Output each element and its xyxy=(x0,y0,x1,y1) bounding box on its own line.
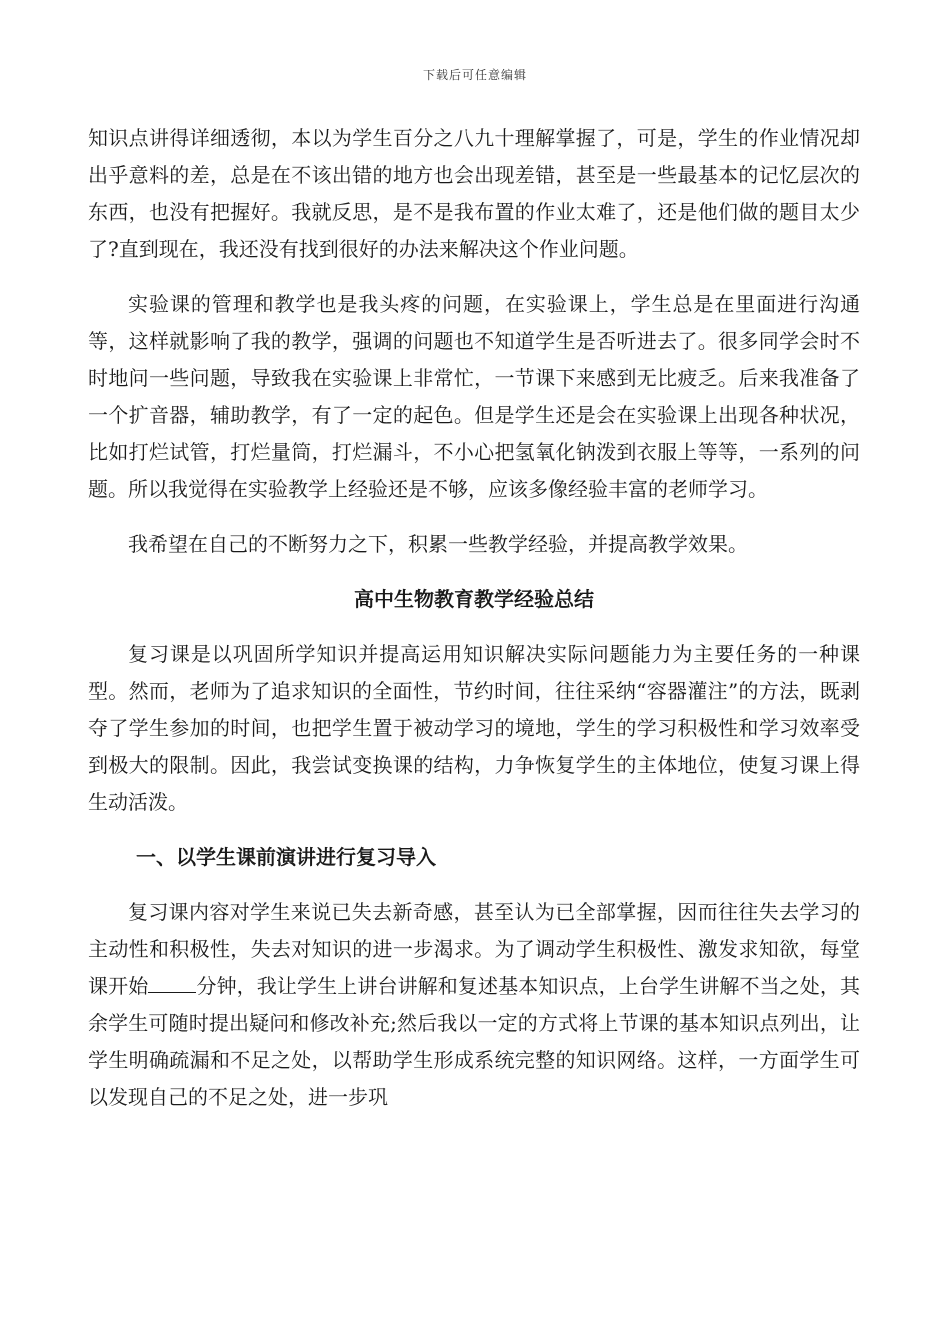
paragraph-hope: 我希望在自己的不断努力之下，积累一些教学经验，并提高教学效果。 xyxy=(128,532,748,556)
paragraph-text-part-2: 分钟，我让学生上讲台讲解和复述基本知识点，上台学生讲解不当之处，其余学生可随时提出疑问和修改补充;然后我以一定的方式将上节课的基本知识点列出，让学生明确疏漏和不足之处，以帮助学生形成系统完整的知识网络。这样，一方面学生可以发现自己的不足之处，进一步巩 xyxy=(88,974,861,1109)
paragraph-homework: 知识点讲得详细透彻，本以为学生百分之八九十理解掌握了，可是，学生的作业情况却出乎意料的差，总是在不该出错的地方也会出现差错，甚至是一些最基本的记忆层次的东西，也没有把握好。我就反思，是不是我布置的作业太难了，还是他们做的题目太少了?直到现在，我还没有找到很好的办法来解决这个作业问题。 xyxy=(88,126,860,261)
section-heading: 一、以学生课前演讲进行复习导入 xyxy=(136,845,436,869)
paragraph-speech-intro xyxy=(88,894,860,1116)
paragraph-gap xyxy=(88,876,860,894)
paragraph-lab-class: 实验课的管理和教学也是我头疼的问题，在实验课上，学生总是在里面进行沟通等，这样就影响了我的教学，强调的问题也不知道学生是否听进去了。很多同学会时不时地问一些问题，导致我在实验课上非常忙，一节课下来感到无比疲乏。后来我准备了一个扩音器，辅助教学，有了一定的起色。但是学生还是会在实验课上出现各种状况，比如打烂试管，打烂量筒，打烂漏斗，不小心把氢氧化钠泼到衣服上等等，一系列的问题。所以我觉得在实验教学上经验还是不够，应该多像经验丰富的老师学习。 xyxy=(88,292,860,501)
paragraph-gap xyxy=(88,618,860,636)
fill-blank xyxy=(148,972,196,993)
paragraph-text-part-1: 复习课内容对学生来说已失去新奇感，甚至认为已全部掌握，因而往往失去学习的主动性和积极性，失去对知识的进一步渴求。为了调动学生积极性、激发求知欲，每堂课开始 xyxy=(88,900,860,998)
paragraph-gap xyxy=(88,508,860,526)
paragraph-review-class: 复习课是以巩固所学知识并提高运用知识解决实际问题能力为主要任务的一种课型。然而，老师为了追求知识的全面性，节约时间，往往采纳“容器灌注”的方法，既剥夺了学生参加的时间，也把学生置于被动学习的境地，学生的学习积极性和学习效率受到极大的限制。因此，我尝试变换课的结构，力争恢复学生的主体地位，使复习课上得生动活泼。 xyxy=(88,642,860,814)
paragraph-gap xyxy=(88,563,860,581)
document-body xyxy=(88,120,860,1116)
paragraph-gap xyxy=(88,821,860,839)
page-header: 下载后可任意编辑 xyxy=(422,68,527,82)
document-title: 高中生物教育教学经验总结 xyxy=(354,587,594,611)
paragraph-gap xyxy=(88,268,860,286)
